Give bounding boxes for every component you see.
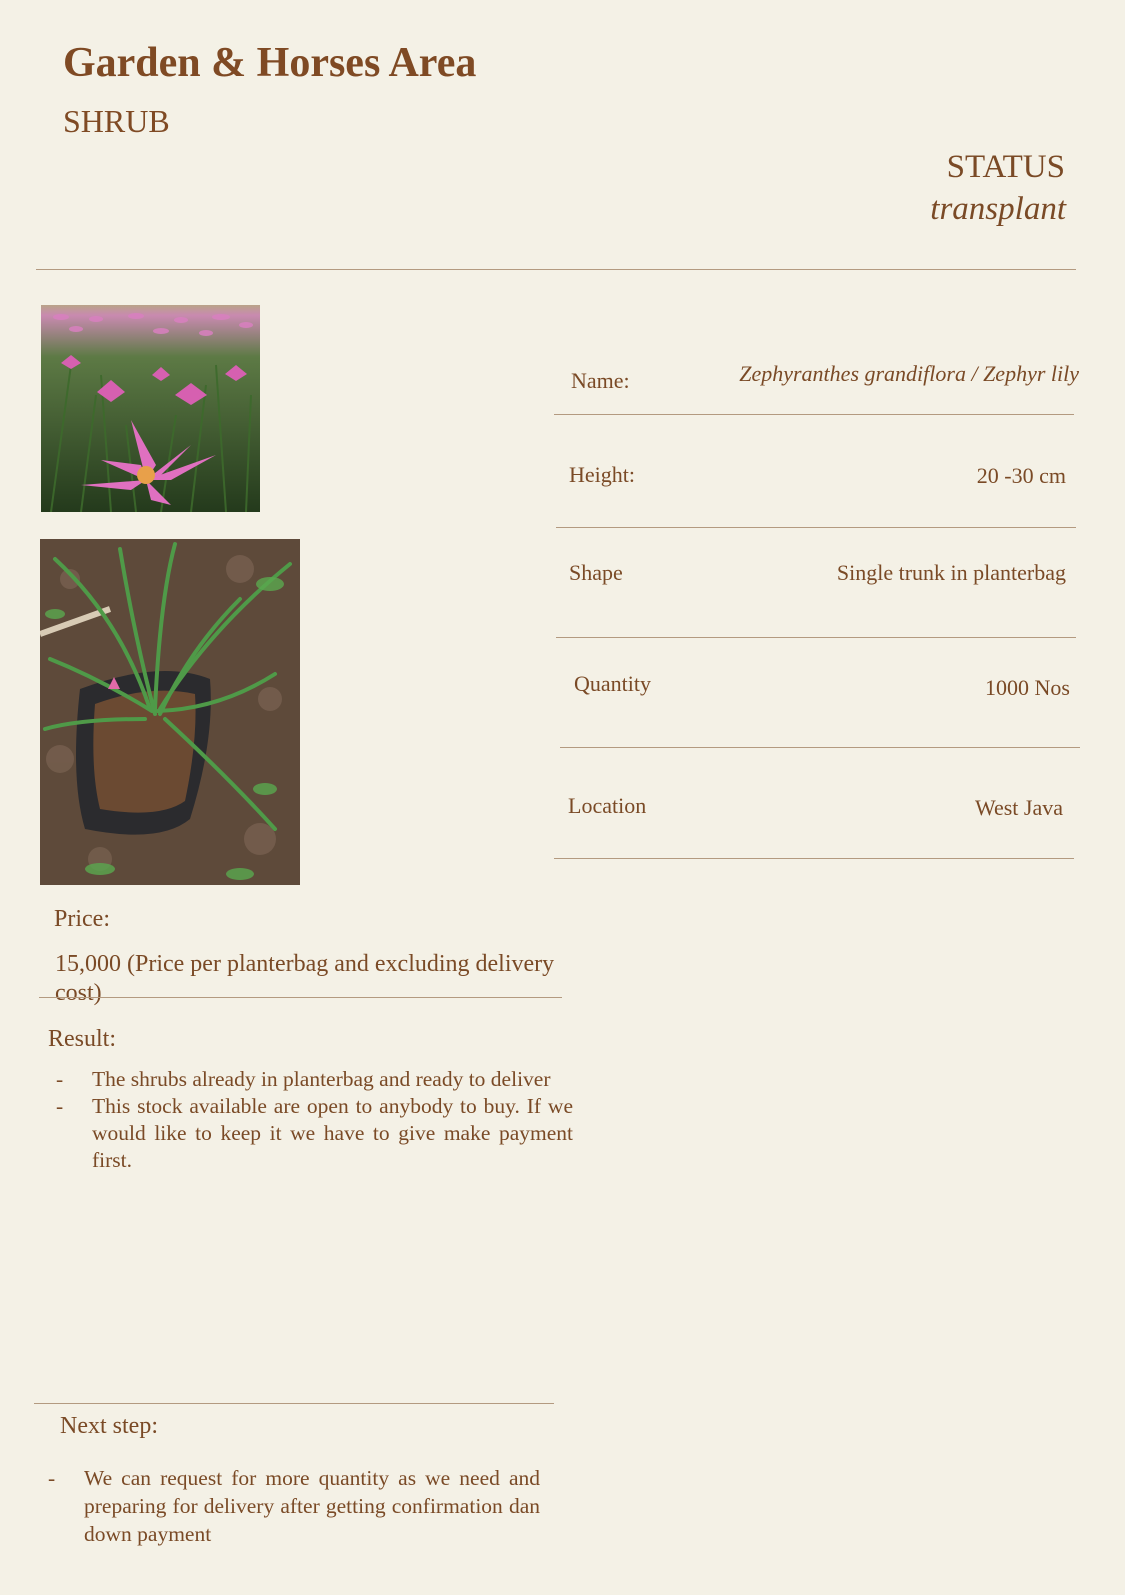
result-item-text: This stock available are open to anybody to buy. If we would like to keep it we have to give make payment first. bbox=[92, 1094, 573, 1172]
status-label: STATUS bbox=[946, 149, 1065, 185]
result-label: Result: bbox=[48, 1026, 117, 1052]
page-title: Garden & Horses Area bbox=[63, 40, 477, 86]
height-label: Height: bbox=[569, 462, 635, 487]
price-divider bbox=[39, 997, 562, 998]
next-step-list bbox=[48, 1464, 540, 1548]
list-item bbox=[48, 1464, 540, 1548]
quantity-value: 1000 Nos bbox=[985, 675, 1070, 700]
row-divider bbox=[554, 414, 1074, 415]
header-divider bbox=[36, 269, 1076, 270]
planterbag-photo bbox=[40, 539, 300, 885]
list-item bbox=[56, 1093, 573, 1174]
row-divider bbox=[556, 527, 1076, 528]
price-text: 15,000 (Price per planterbag and excluding delivery cost) bbox=[55, 951, 555, 1006]
location-value: West Java bbox=[974, 795, 1063, 820]
price-label: Price: bbox=[54, 906, 110, 932]
row-divider bbox=[556, 637, 1076, 638]
bullet-dash: - bbox=[56, 1094, 64, 1118]
flower-field-photo bbox=[41, 305, 260, 512]
quantity-label: Quantity bbox=[574, 671, 651, 696]
row-divider bbox=[560, 747, 1080, 748]
height-value: 20 -30 cm bbox=[976, 463, 1066, 488]
next-step-label: Next step: bbox=[60, 1413, 158, 1439]
page-subtitle: SHRUB bbox=[63, 103, 170, 139]
result-item-text: The shrubs already in planterbag and ready to deliver bbox=[92, 1067, 551, 1091]
name-value: Zephyranthes grandiflora / Zephyr lily bbox=[739, 361, 1079, 386]
bullet-dash: - bbox=[56, 1067, 64, 1091]
shape-label: Shape bbox=[569, 560, 623, 585]
name-label: Name: bbox=[571, 368, 630, 393]
row-divider bbox=[554, 858, 1074, 859]
bullet-dash: - bbox=[48, 1466, 56, 1490]
shape-value: Single trunk in planterbag bbox=[836, 560, 1066, 585]
next-step-item-text: We can request for more quantity as we need and preparing for delivery after getting confirmation dan down payment bbox=[84, 1466, 540, 1546]
status-value: transplant bbox=[930, 191, 1066, 227]
result-list bbox=[56, 1066, 573, 1174]
list-item bbox=[56, 1066, 573, 1093]
location-label: Location bbox=[568, 793, 647, 818]
next-step-divider bbox=[34, 1403, 554, 1404]
